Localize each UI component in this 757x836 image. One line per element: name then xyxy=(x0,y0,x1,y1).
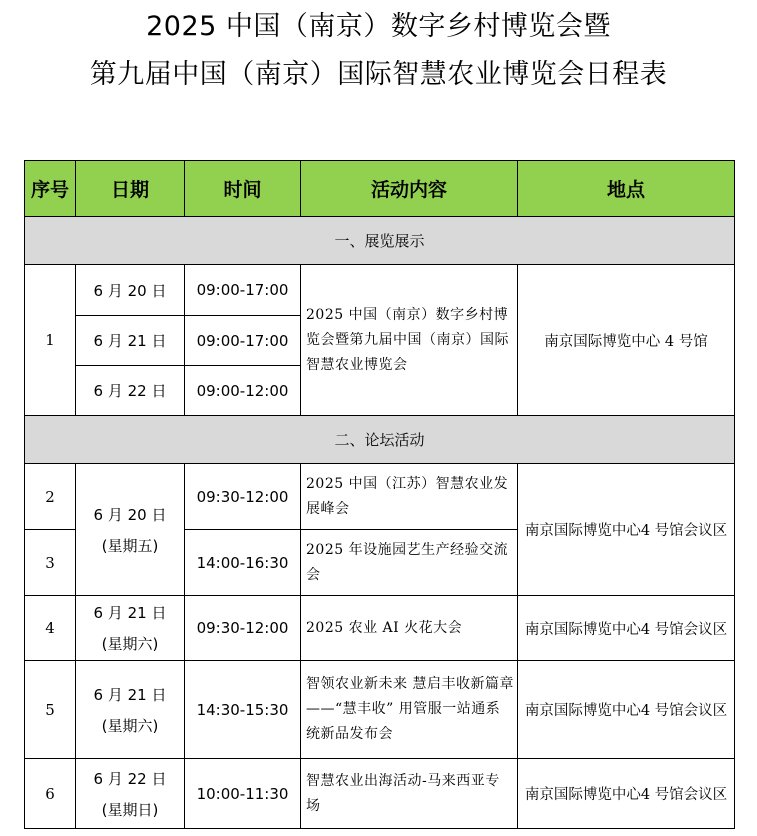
content-cell: 2025 农业 AI 火花大会 xyxy=(301,596,518,661)
content-cell: 2025 年设施园艺生产经验交流会 xyxy=(301,530,518,596)
header-seq: 序号 xyxy=(25,161,76,217)
date-cell xyxy=(76,596,185,661)
date-text: 6 月 22 日 xyxy=(93,769,167,788)
weekday-text: (星期日) xyxy=(101,800,159,819)
date-cell xyxy=(76,464,185,596)
table-row xyxy=(25,464,735,530)
date-text: 6 月 21 日 xyxy=(93,604,167,622)
schedule-table xyxy=(24,160,735,829)
section-row-exhibition xyxy=(25,217,735,265)
page-title-line2: 第九届中国（南京）国际智慧农业博览会日程表 xyxy=(89,59,668,90)
time-cell: 09:30-12:00 xyxy=(185,464,301,530)
weekday-text: (星期六) xyxy=(101,635,159,653)
content-cell: 2025 中国（南京）数字乡村博览会暨第九届中国（南京）国际智慧农业博览会 xyxy=(301,265,518,416)
seq-cell: 5 xyxy=(25,661,76,759)
page-title-line1: 2025 中国（南京）数字乡村博览会暨 xyxy=(146,11,611,42)
location-cell: 南京国际博览中心4 号馆会议区 xyxy=(518,464,735,596)
date-cell: 6 月 20 日 xyxy=(76,265,185,316)
section-title: 二、论坛活动 xyxy=(25,416,735,464)
date-cell: 6 月 21 日 xyxy=(76,316,185,366)
weekday-text: (星期六) xyxy=(101,716,159,735)
header-date: 日期 xyxy=(76,161,185,217)
location-cell: 南京国际博览中心 4 号馆 xyxy=(518,265,735,416)
time-cell: 09:30-12:00 xyxy=(185,596,301,661)
content-cell: 智慧农业出海活动-马来西亚专场 xyxy=(301,759,518,829)
weekday-text: (星期五) xyxy=(101,536,159,555)
location-cell: 南京国际博览中心4 号馆会议区 xyxy=(518,596,735,661)
time-cell: 09:00-12:00 xyxy=(185,366,301,416)
table-row xyxy=(25,596,735,661)
time-cell: 14:00-16:30 xyxy=(185,530,301,596)
date-cell xyxy=(76,759,185,829)
date-cell: 6 月 22 日 xyxy=(76,366,185,416)
seq-cell: 4 xyxy=(25,596,76,661)
content-cell: 2025 中国（江苏）智慧农业发展峰会 xyxy=(301,464,518,530)
header-content: 活动内容 xyxy=(301,161,518,217)
section-row-forum xyxy=(25,416,735,464)
table-row xyxy=(25,265,735,316)
seq-cell: 3 xyxy=(25,530,76,596)
location-cell: 南京国际博览中心4 号馆会议区 xyxy=(518,661,735,759)
seq-cell: 1 xyxy=(25,265,76,416)
location-cell: 南京国际博览中心4 号馆会议区 xyxy=(518,759,735,829)
date-cell xyxy=(76,661,185,759)
header-time: 时间 xyxy=(185,161,301,217)
time-cell: 14:30-15:30 xyxy=(185,661,301,759)
header-location: 地点 xyxy=(518,161,735,217)
time-cell: 10:00-11:30 xyxy=(185,759,301,829)
date-text: 6 月 21 日 xyxy=(93,685,167,704)
date-text: 6 月 20 日 xyxy=(93,505,167,524)
table-row xyxy=(25,661,735,759)
section-title: 一、展览展示 xyxy=(25,217,735,265)
content-cell: 智领农业新未来 慧启丰收新篇章——“慧丰收” 用管服一站通系统新品发布会 xyxy=(301,661,518,759)
time-cell: 09:00-17:00 xyxy=(185,265,301,316)
header-row xyxy=(25,161,735,217)
seq-cell: 6 xyxy=(25,759,76,829)
table-row xyxy=(25,759,735,829)
seq-cell: 2 xyxy=(25,464,76,530)
time-cell: 09:00-17:00 xyxy=(185,316,301,366)
